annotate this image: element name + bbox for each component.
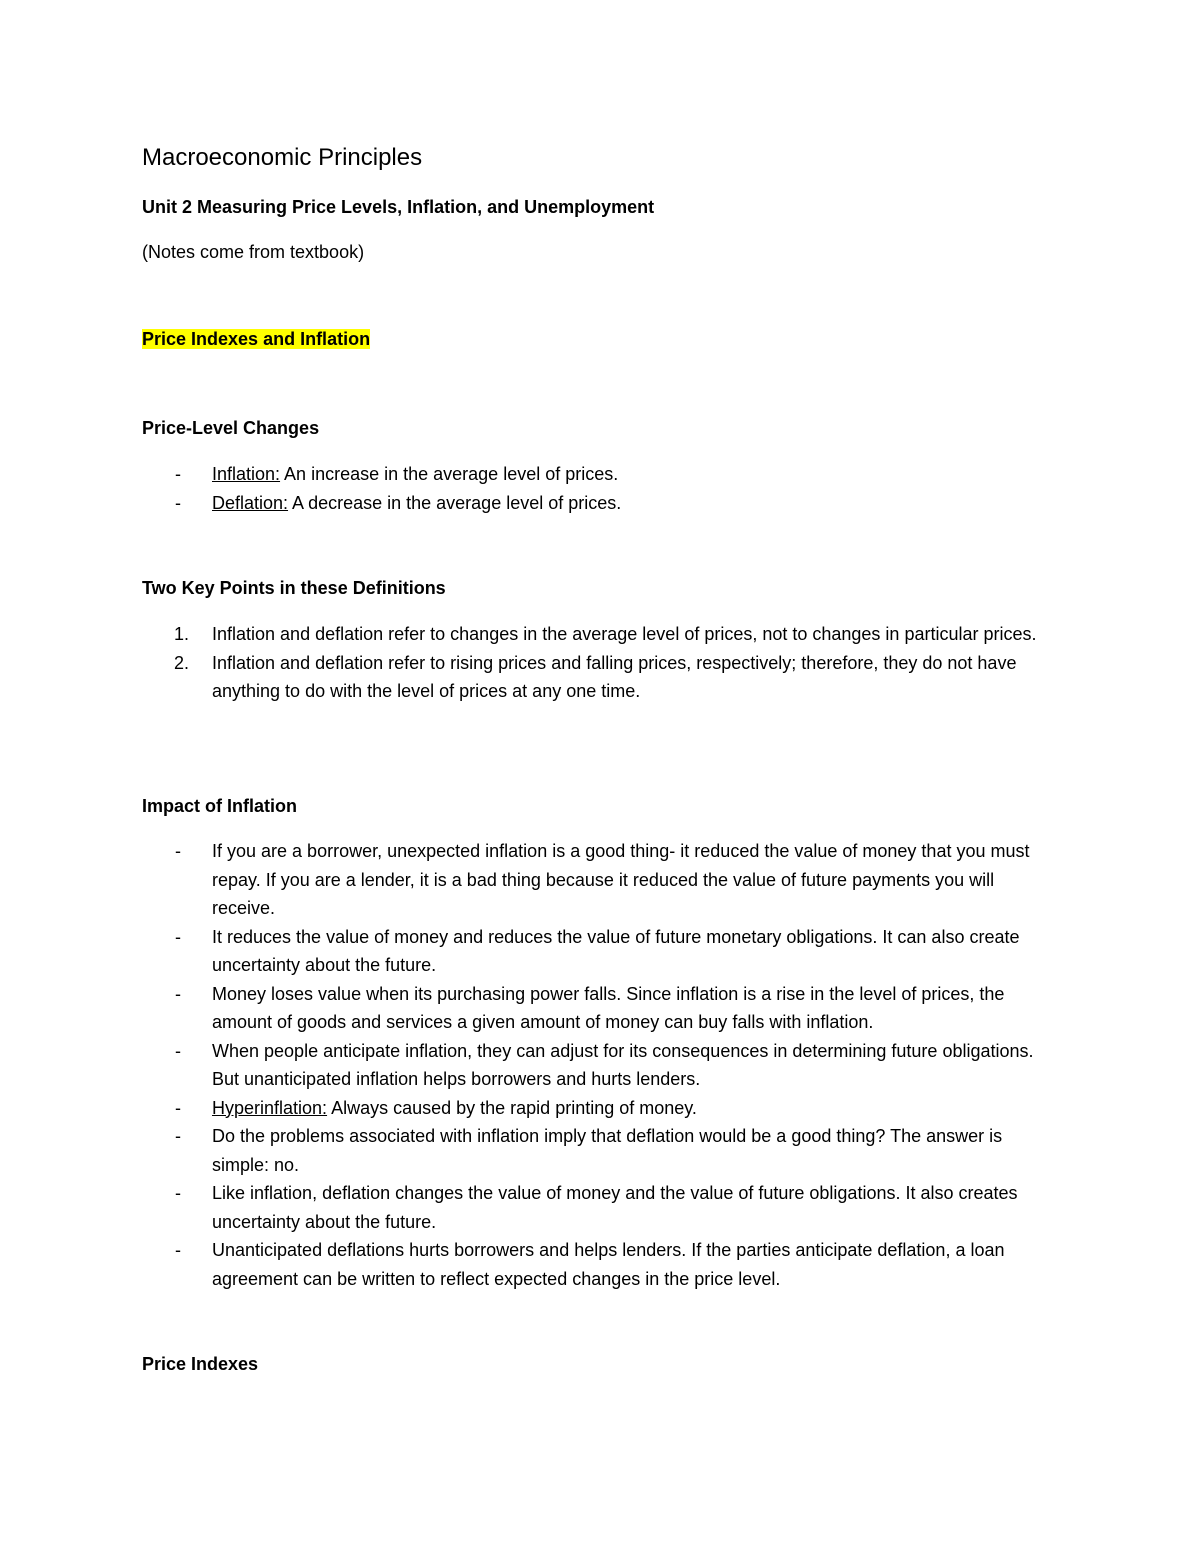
list-item-text: If you are a borrower, unexpected inflation is a good thing- it reduced the value of money that you must repay. If you are a lender, it is a bad thing because it reduced the value of future payments you will receive. (212, 841, 1030, 918)
source-note: (Notes come from textbook) (142, 242, 365, 262)
highlighted-section-title: Price Indexes and Inflation (142, 329, 371, 349)
list-item (142, 649, 1062, 706)
document-title: Macroeconomic Principles (142, 144, 423, 171)
list-marker: - (175, 1240, 181, 1260)
list-item-text: Inflation and deflation refer to rising prices and falling prices, respectively; therefore, they do not have anything to do with the level of prices at any one time. (212, 652, 1017, 701)
list-item-text: When people anticipate inflation, they can adjust for its consequences in determining future obligations. But unanticipated inflation helps borrowers and hurts lenders. (212, 1040, 1034, 1089)
list-marker: - (175, 926, 181, 947)
impact-of-inflation-list (142, 837, 1062, 1293)
list-item (142, 837, 1062, 923)
list-item-text: Inflation and deflation refer to changes in the average level of prices, not to changes in particular prices. (212, 624, 1037, 644)
list-marker: - (175, 841, 181, 861)
list-marker: - (175, 983, 181, 1004)
list-item-text: Money loses value when its purchasing power falls. Since inflation is a rise in the level of prices, the amount of goods and services a given amount of money can buy falls with inflation. (212, 983, 1005, 1032)
heading-price-level-changes: Price-Level Changes (142, 418, 320, 438)
definition-term: Hyperinflation: (212, 1097, 328, 1118)
list-item (142, 1094, 1062, 1123)
heading-impact-of-inflation: Impact of Inflation (142, 796, 297, 816)
list-item (142, 980, 1062, 1037)
list-marker: - (175, 1097, 181, 1118)
list-item (142, 1037, 1062, 1094)
definition-text: Always caused by the rapid printing of money. (327, 1097, 697, 1118)
list-item (142, 1236, 1062, 1293)
heading-price-indexes: Price Indexes (142, 1354, 259, 1374)
definition-term: Inflation: (212, 464, 281, 484)
key-points-list (142, 620, 1062, 706)
list-marker: 2. (174, 652, 190, 673)
list-item-text: It reduces the value of money and reduces the value of future monetary obligations. It can also create uncertainty about the future. (212, 926, 1020, 975)
list-item (142, 1122, 1062, 1179)
list-item (142, 1179, 1062, 1236)
list-item (142, 489, 1062, 518)
list-item-text: Like inflation, deflation changes the value of money and the value of future obligations. It also creates uncertainty about the future. (212, 1183, 1018, 1232)
list-marker: - (175, 464, 181, 484)
list-item-text: Do the problems associated with inflation imply that deflation would be a good thing? The answer is simple: no. (212, 1126, 1003, 1175)
list-marker: - (175, 492, 181, 513)
definition-text: A decrease in the average level of prices. (288, 492, 622, 513)
list-marker: - (175, 1126, 181, 1146)
price-level-changes-list (142, 460, 1062, 517)
definition-text: An increase in the average level of prices. (280, 464, 619, 484)
section-title (142, 325, 370, 353)
definition-term: Deflation: (212, 492, 289, 513)
list-item-text: Unanticipated deflations hurts borrowers and helps lenders. If the parties anticipate deflation, a loan agreement can be written to reflect expected changes in the price level. (212, 1240, 1005, 1289)
list-item (142, 923, 1062, 980)
list-item (142, 620, 1062, 649)
list-marker: - (175, 1183, 181, 1203)
list-marker: 1. (174, 624, 190, 644)
unit-title: Unit 2 Measuring Price Levels, Inflation, and Unemployment (142, 197, 655, 217)
list-item (142, 460, 1062, 489)
heading-key-points: Two Key Points in these Definitions (142, 578, 446, 598)
list-marker: - (175, 1040, 181, 1061)
